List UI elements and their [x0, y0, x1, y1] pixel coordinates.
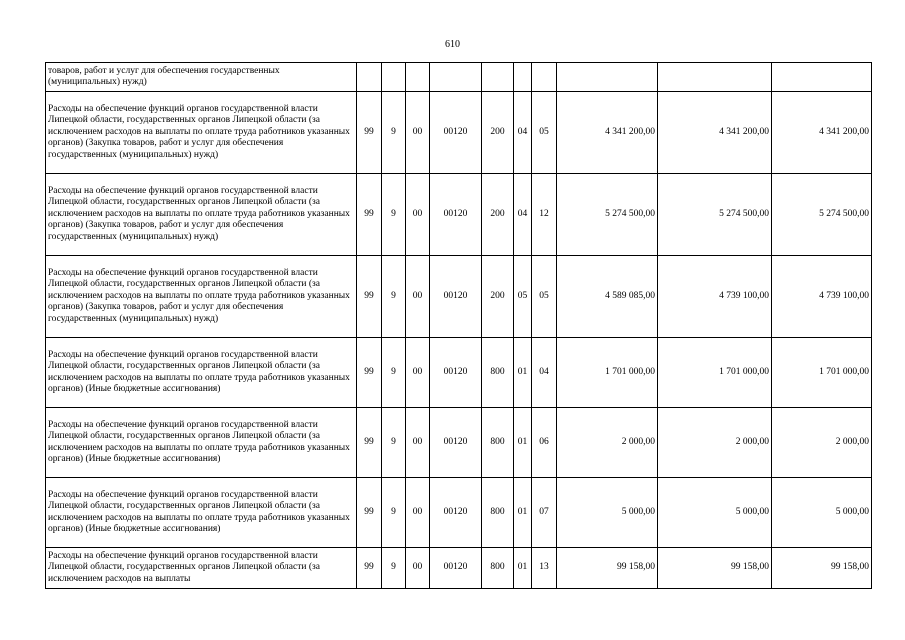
row-description: Расходы на обеспечение функций органов государственной власти Липецкой области, государственных органов Липецкой области (за исключением расходов на выплаты по оплате труда работников указанных органов) (Закупка товаров, работ и услуг для обеспечения государственных (муниципальных) нужд)	[46, 92, 357, 174]
cell-code-1	[357, 63, 382, 92]
budget-table	[45, 62, 872, 589]
cell-amount-1: 99 158,00	[557, 548, 658, 589]
cell-amount-1: 5 000,00	[557, 478, 658, 548]
row-description: Расходы на обеспечение функций органов государственной власти Липецкой области, государственных органов Липецкой области (за исключением расходов на выплаты по оплате труда работников указанных органов) (Закупка товаров, работ и услуг для обеспечения государственных (муниципальных) нужд)	[46, 174, 357, 256]
cell-code-7	[532, 63, 557, 92]
cell-code-5: 800	[482, 478, 514, 548]
cell-code-2: 9	[382, 256, 406, 338]
cell-amount-2	[658, 63, 772, 92]
cell-code-2: 9	[382, 174, 406, 256]
table-row	[46, 478, 872, 548]
row-description: Расходы на обеспечение функций органов государственной власти Липецкой области, государственных органов Липецкой области (за исключением расходов на выплаты по оплате труда работников указанных органов) (Закупка товаров, работ и услуг для обеспечения государственных (муниципальных) нужд)	[46, 256, 357, 338]
cell-amount-3: 5 274 500,00	[772, 174, 872, 256]
row-description: Расходы на обеспечение функций органов государственной власти Липецкой области, государственных органов Липецкой области (за исключением расходов на выплаты по оплате труда работников указанных органов) (Иные бюджетные ассигнования)	[46, 478, 357, 548]
cell-code-3: 00	[406, 408, 430, 478]
cell-amount-2: 2 000,00	[658, 408, 772, 478]
cell-code-6: 04	[514, 174, 532, 256]
row-description: Расходы на обеспечение функций органов государственной власти Липецкой области, государственных органов Липецкой области (за исключением расходов на выплаты	[46, 548, 357, 589]
cell-code-3: 00	[406, 256, 430, 338]
cell-code-5: 800	[482, 338, 514, 408]
cell-code-4: 00120	[430, 548, 482, 589]
cell-code-5: 800	[482, 408, 514, 478]
cell-code-3: 00	[406, 548, 430, 589]
cell-amount-1: 4 341 200,00	[557, 92, 658, 174]
cell-code-4: 00120	[430, 478, 482, 548]
cell-code-5: 200	[482, 256, 514, 338]
cell-code-7: 07	[532, 478, 557, 548]
row-description: Расходы на обеспечение функций органов государственной власти Липецкой области, государственных органов Липецкой области (за исключением расходов на выплаты по оплате труда работников указанных органов) (Иные бюджетные ассигнования)	[46, 408, 357, 478]
cell-code-5: 200	[482, 174, 514, 256]
table-row	[46, 548, 872, 589]
cell-amount-1	[557, 63, 658, 92]
cell-amount-2: 1 701 000,00	[658, 338, 772, 408]
cell-code-2: 9	[382, 548, 406, 589]
cell-amount-3: 99 158,00	[772, 548, 872, 589]
cell-amount-1: 1 701 000,00	[557, 338, 658, 408]
table-row	[46, 63, 872, 92]
cell-amount-3: 2 000,00	[772, 408, 872, 478]
cell-amount-1: 4 589 085,00	[557, 256, 658, 338]
cell-code-2: 9	[382, 408, 406, 478]
cell-code-7: 12	[532, 174, 557, 256]
cell-code-1: 99	[357, 174, 382, 256]
table-row	[46, 408, 872, 478]
table-row	[46, 256, 872, 338]
cell-amount-2: 4 739 100,00	[658, 256, 772, 338]
cell-code-7: 05	[532, 92, 557, 174]
cell-code-1: 99	[357, 548, 382, 589]
cell-amount-2: 4 341 200,00	[658, 92, 772, 174]
table-row	[46, 338, 872, 408]
cell-code-4: 00120	[430, 256, 482, 338]
table-row	[46, 92, 872, 174]
cell-amount-3: 4 739 100,00	[772, 256, 872, 338]
cell-code-1: 99	[357, 92, 382, 174]
cell-code-1: 99	[357, 478, 382, 548]
cell-code-6: 01	[514, 408, 532, 478]
cell-code-3: 00	[406, 174, 430, 256]
cell-code-4: 00120	[430, 338, 482, 408]
cell-code-6: 04	[514, 92, 532, 174]
cell-code-6: 01	[514, 548, 532, 589]
cell-code-2: 9	[382, 338, 406, 408]
cell-code-4: 00120	[430, 408, 482, 478]
row-description: товаров, работ и услуг для обеспечения государственных (муниципальных) нужд)	[46, 63, 357, 92]
cell-amount-1: 2 000,00	[557, 408, 658, 478]
table-row	[46, 174, 872, 256]
cell-code-5	[482, 63, 514, 92]
cell-code-4	[430, 63, 482, 92]
cell-code-4: 00120	[430, 174, 482, 256]
cell-code-4: 00120	[430, 92, 482, 174]
cell-amount-2: 99 158,00	[658, 548, 772, 589]
cell-code-2: 9	[382, 478, 406, 548]
cell-code-3	[406, 63, 430, 92]
row-description: Расходы на обеспечение функций органов государственной власти Липецкой области, государственных органов Липецкой области (за исключением расходов на выплаты по оплате труда работников указанных органов) (Иные бюджетные ассигнования)	[46, 338, 357, 408]
cell-amount-3	[772, 63, 872, 92]
cell-code-1: 99	[357, 408, 382, 478]
cell-amount-3: 4 341 200,00	[772, 92, 872, 174]
cell-code-7: 05	[532, 256, 557, 338]
cell-code-1: 99	[357, 338, 382, 408]
cell-code-3: 00	[406, 92, 430, 174]
cell-code-3: 00	[406, 478, 430, 548]
cell-code-5: 200	[482, 92, 514, 174]
cell-code-7: 06	[532, 408, 557, 478]
cell-code-6	[514, 63, 532, 92]
cell-code-1: 99	[357, 256, 382, 338]
cell-amount-1: 5 274 500,00	[557, 174, 658, 256]
cell-code-6: 01	[514, 338, 532, 408]
cell-code-6: 01	[514, 478, 532, 548]
cell-amount-3: 1 701 000,00	[772, 338, 872, 408]
page-number: 610	[445, 39, 460, 50]
cell-amount-2: 5 274 500,00	[658, 174, 772, 256]
cell-code-3: 00	[406, 338, 430, 408]
cell-amount-3: 5 000,00	[772, 478, 872, 548]
cell-code-7: 04	[532, 338, 557, 408]
cell-code-7: 13	[532, 548, 557, 589]
cell-code-6: 05	[514, 256, 532, 338]
cell-amount-2: 5 000,00	[658, 478, 772, 548]
cell-code-2: 9	[382, 92, 406, 174]
cell-code-5: 800	[482, 548, 514, 589]
cell-code-2	[382, 63, 406, 92]
